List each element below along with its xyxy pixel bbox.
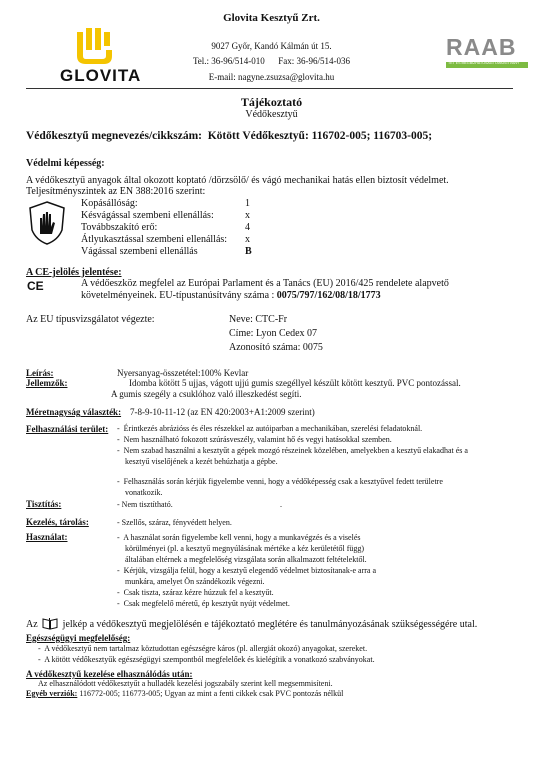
protection-row-value: x (245, 234, 250, 245)
hasznalat-item: - Csak megfelelő méretű, ép kesztyűt nyújt védelmet. (117, 599, 290, 608)
felhasznalasi-item: - Érintkezés abrázióss és éles részekkel az autóiparban a mechanikában, szerelési feladatoknál. (117, 424, 423, 433)
other-versions-label: Egyéb verziók: (26, 689, 78, 698)
eu-exam-address: Címe: Lyon Cedex 07 (229, 328, 318, 339)
company-phone-fax: Tel.: 36-96/514-010 Fax: 36-96/514-036 (192, 56, 351, 66)
felhasznalasi-label: Felhasználási terület: (26, 424, 109, 434)
felhasznalasi-item: vonatkozik. (117, 488, 163, 497)
protection-row-value: B (245, 246, 252, 257)
open-book-icon (42, 617, 58, 633)
hasznalat-item: - Csak tiszta, száraz kézre húzzuk fel a kesztyűt. (117, 588, 274, 597)
protection-row-value: x (245, 210, 250, 221)
company-name: Glovita Kesztyű Zrt. (223, 12, 320, 24)
info-text: jelkép a védőkesztyű megjelölésén e tájékoztató meglétére és tanulmányozásának szükségességére utal. (62, 619, 478, 630)
leiras-label: Leírás: (26, 368, 54, 378)
hasznalat-item: munkára, amelyet Ön szándékozik végezni. (117, 577, 265, 586)
other-versions-text: 116772-005; 116773-005; Ugyan az mint a fenti cikkek csak PVC pontozás nélkül (77, 689, 344, 698)
raab-logo (442, 34, 532, 74)
ce-mark-icon: CE (27, 279, 44, 293)
protection-heading: Védelmi képesség: (26, 158, 105, 169)
protection-row-label: Átlyukasztással szembeni ellenállás: (81, 234, 228, 245)
info-prefix: Az (26, 619, 38, 630)
felhasznalasi-item: kesztyű viselőjének a kezét behúzhatja a gépbe. (117, 457, 278, 466)
protection-desc: A védőkesztyű anyagok által okozott koptató /dörzsölő/ és vágó mechanikai hatás ellen biztosít védelmet. (26, 175, 449, 186)
header-divider (26, 88, 513, 89)
hasznalat-item: - Kérjük, vizsgálja felül, hogy a kesztyű elegendő védelmet biztosítanak-e arra a (117, 566, 377, 575)
ce-heading: A CE-jelölés jelentése: (26, 267, 122, 278)
protection-row-value: 4 (245, 222, 250, 233)
protection-row-label: Kopásállóság: (81, 198, 138, 209)
hasznalat-item: körülményei (pl. a kesztyű megnyúlásának mértéke a kéz kerületétől függ) (117, 544, 365, 553)
jellemzok-line2: A gumis szegély a csuklóhoz való illeszkedést segíti. (111, 389, 302, 399)
meretek-label: Méretnagyság választék: (26, 407, 122, 417)
company-email: E-mail: nagyne.zsuzsa@glovita.hu (208, 72, 335, 82)
protection-standard: Teljesítményszintek az EN 388:2016 szerint: (26, 186, 206, 197)
glove-shield-icon (26, 200, 68, 246)
hasznalat-label: Használat: (26, 532, 68, 542)
hasznalat-item: általában eltérnek a megfelelőség vizsgálata során alkalmazott feltételektől. (117, 555, 367, 564)
tisztitas-text: - Nem tisztítható. (117, 500, 173, 509)
page-title: Tájékoztató (240, 95, 303, 109)
protection-row-label: Vágással szembeni ellenállás (81, 246, 198, 257)
disposal-heading: A védőkesztyű kezelése elhasználódás után: (26, 669, 193, 679)
ce-cert-number: 0075/797/162/08/18/1773 (276, 290, 381, 301)
protection-row-value: 1 (245, 198, 250, 209)
glovita-logo (60, 26, 142, 86)
glovita-logo-text: GLOVITA (60, 66, 142, 85)
tisztitas-label: Tisztítás: (26, 499, 62, 509)
felhasznalasi-item: - Felhasználás során kérjük figyelembe venni, hogy a védőképesség csak a kesztyűvel fedett területre (117, 477, 443, 486)
health-item: - A kötött védőkesztyűk egészségügyi szempontból megfelelőek és kielégítik a vonatkozó szabványokat. (38, 655, 375, 664)
ce-line2-prefix: követelményeinek. EU-típustanúsítvány száma : (81, 290, 277, 301)
hasznalat-item: - A használat során figyelembe kell venni, hogy a munkavégzés és a viselés (117, 533, 361, 542)
eu-exam-name: Neve: CTC-Fr (229, 314, 288, 325)
page-subtitle: Védőkesztyű (245, 109, 298, 120)
felhasznalasi-item: - Nem szabad használni a kesztyűt a gépek mozgó részeinek közelében, amelyekben a kesztyű elakadhat és a (117, 446, 468, 455)
eu-exam-id: Azonosító száma: 0075 (229, 342, 323, 353)
raab-subtitle: TÉT ÉS MEGBÍZHATÓSÁGI TANÚSÍTVÁNY (448, 61, 520, 65)
health-heading: Egészségügyi megfelelőség: (26, 633, 131, 643)
en388-pictogram (26, 200, 68, 246)
glovita-hand-icon (60, 26, 130, 66)
disposal-text: Az elhasználódott védőkesztyűt a hulladék kezelési jogszabály szerint kell megsemmisíteni. (38, 679, 333, 688)
jellemzok-line1: Idomba kötött 5 ujjas, vágott ujjú gumis szegéllyel készült kötött kesztyű. PVC pontozással. (129, 378, 461, 388)
felhasznalasi-item: - Nem használható fokozott szúrásveszély, valamint hő és vegyi hatásokkal szemben. (117, 435, 392, 444)
ce-line2 (81, 290, 381, 301)
tisztitas-dot: . (280, 500, 282, 509)
product-line: Védőkesztyű megnevezés/cikkszám: Kötött Védőkesztyű: 116702-005; 116703-005; (26, 130, 433, 142)
company-address: 9027 Győr, Kandó Kálmán út 15. (211, 41, 332, 51)
kezeles-label: Kezelés, tárolás: (26, 517, 89, 527)
info-line (26, 617, 477, 633)
ce-line1: A védőeszköz megfelel az Európai Parlament és a Tanács (EU) 2016/425 rendelete alapvető (81, 278, 449, 289)
leiras-text: Nyersanyag-összetétel:100% Kevlar (117, 368, 249, 378)
protection-row-label: Késvágással szembeni ellenállás: (81, 210, 214, 221)
eu-exam-label: Az EU típusvizsgálatot végezte: (26, 314, 155, 325)
health-item: - A védőkesztyű nem tartalmaz köztudottan egészségre káros (pl. allergiát okozó) anyagokat, szereket. (38, 644, 368, 653)
meretek-text: 7-8-9-10-11-12 (az EN 420:2003+A1:2009 szerint) (130, 407, 315, 417)
protection-row-label: Továbbszakító erő: (81, 222, 158, 233)
jellemzok-label: Jellemzők: (26, 378, 68, 388)
raab-logo-text: RAAB (446, 34, 517, 60)
other-versions (26, 689, 343, 698)
kezeles-text: - Szellős, száraz, fényvédett helyen. (117, 518, 232, 527)
